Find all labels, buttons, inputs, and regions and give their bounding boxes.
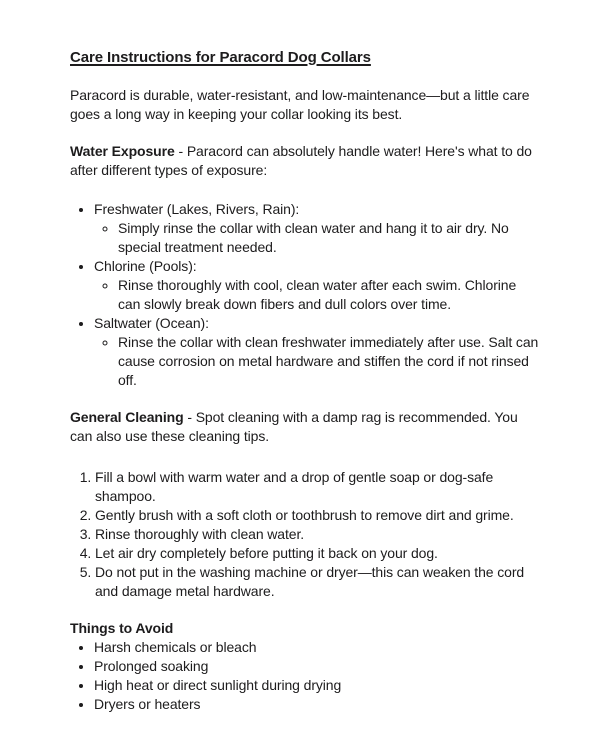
list-subitem-text: Simply rinse the collar with clean water and hang it to air dry. No special treatment needed. — [118, 220, 509, 255]
list-item: 5. Do not put in the washing machine or dryer—this can weaken the cord and damage metal hardware. — [95, 563, 542, 601]
water-exposure-heading: Water Exposure — [70, 143, 175, 159]
things-to-avoid-heading: Things to Avoid — [70, 620, 174, 636]
water-exposure-lead: - Paracord can absolutely handle water! Here's what to do after different types of exposure: — [70, 143, 532, 178]
things-to-avoid-list — [70, 638, 542, 714]
general-cleaning-heading: General Cleaning — [70, 409, 184, 425]
list-item: • Harsh chemicals or bleach — [94, 638, 542, 657]
list-item-label: Saltwater (Ocean): — [94, 315, 209, 331]
page-title: Care Instructions for Paracord Dog Collars — [70, 49, 371, 66]
intro-paragraph: Paracord is durable, water-resistant, and low-maintenance—but a little care goes a long way in keeping your collar looking its best. — [70, 87, 530, 122]
cleaning-steps-list — [70, 468, 542, 601]
list-item: • High heat or direct sunlight during drying — [94, 676, 542, 695]
list-subitem — [118, 219, 542, 257]
sublist — [94, 333, 542, 390]
list-subitem-text: Rinse the collar with clean freshwater immediately after use. Salt can cause corrosion on metal hardware and stiffen the cord if not rinsed off. — [118, 334, 539, 388]
list-item: 2. Gently brush with a soft cloth or toothbrush to remove dirt and grime. — [95, 506, 542, 525]
list-subitem — [118, 276, 542, 314]
list-item: • Dryers or heaters — [94, 695, 542, 714]
water-exposure-paragraph — [70, 142, 542, 180]
list-subitem — [118, 333, 542, 390]
list-item — [94, 314, 542, 390]
list-item: 3. Rinse thoroughly with clean water. — [95, 525, 542, 544]
list-item — [94, 257, 542, 314]
list-subitem-text: Rinse thoroughly with cool, clean water after each swim. Chlorine can slowly break down fibers and dull colors over time. — [118, 277, 517, 312]
things-to-avoid-heading-row — [70, 619, 542, 638]
water-exposure-list — [70, 200, 542, 390]
list-item: • Prolonged soaking — [94, 657, 542, 676]
general-cleaning-lead: - Spot cleaning with a damp rag is recommended. You can also use these cleaning tips. — [70, 409, 518, 444]
sublist — [94, 219, 542, 257]
list-item — [94, 200, 542, 257]
list-item-label: Chlorine (Pools): — [94, 258, 197, 274]
sublist — [94, 276, 542, 314]
list-item: 4. Let air dry completely before putting it back on your dog. — [95, 544, 542, 563]
list-item-label: Freshwater (Lakes, Rivers, Rain): — [94, 201, 300, 217]
list-item: 1. Fill a bowl with warm water and a drop of gentle soap or dog-safe shampoo. — [95, 468, 542, 506]
general-cleaning-paragraph — [70, 408, 542, 446]
